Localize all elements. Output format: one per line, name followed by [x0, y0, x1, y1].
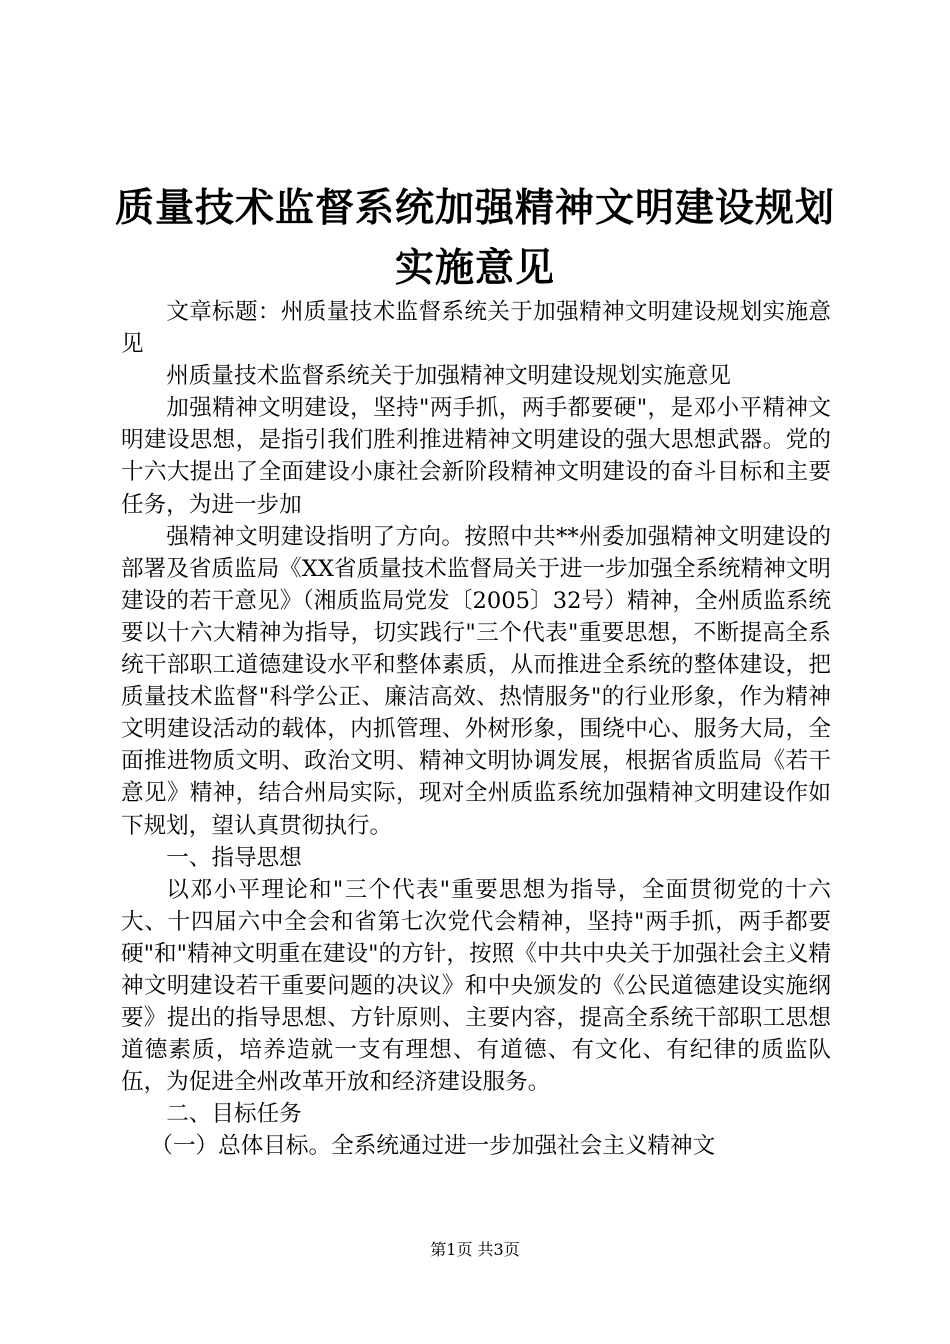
paragraph-direction: 强精神文明建设指明了方向。按照中共**州委加强精神文明建设的部署及省质监局《XX省质量技术监督局关于进一步加强全系统精神文明建设的若干意见》（湘质监局党发〔2005〕32号）精神，全州质监系统要以十六大精神为指导，切实践行"三个代表"重要思想，不断提高全系统干部职工道德建设水平和整体素质，从而推进全系统的整体建设，把质量技术监督"科学公正、廉洁高效、热情服务"的行业形象，作为精神文明建设活动的载体，内抓管理、外树形象，围绕中心、服务大局，全面推进物质文明、政治文明、精神文明协调发展，根据省质监局《若干意见》精神，结合州局实际，现对全州质监系统加强精神文明建设作如下规划，望认真贯彻执行。	[121, 523, 831, 839]
paragraph-article-title: 文章标题：州质量技术监督系统关于加强精神文明建设规划实施意见	[121, 299, 831, 358]
document-title: 质量技术监督系统加强精神文明建设规划实施意见	[114, 185, 835, 291]
paragraph-subtitle: 州质量技术监督系统关于加强精神文明建设规划实施意见	[166, 363, 732, 390]
paragraph-intro: 加强精神文明建设，坚持"两手抓，两手都要硬"，是邓小平精神文明建设思想，是指引我们胜利推进精神文明建设的强大思想武器。党的十六大提出了全面建设小康社会新阶段精神文明建设的奋斗目标和主要任务，为进一步加	[121, 395, 831, 518]
page-footer: 第1页 共3页	[430, 1240, 520, 1259]
paragraph-guiding-thought: 以邓小平理论和"三个代表"重要思想为指导，全面贯彻党的十六大、十四届六中全会和省第七次党代会精神，坚持"两手抓，两手都要硬"和"精神文明重在建设"的方针，按照《中共中央关于加强社会主义精神文明建设若干重要问题的决议》和中央颁发的《公民道德建设实施纲要》提出的指导思想、方针原则、主要内容，提高全系统干部职工思想道德素质，培养造就一支有理想、有道德、有文化、有纪律的质监队伍，为促进全州改革开放和经济建设服务。	[121, 876, 831, 1096]
section-heading-guiding-thought: 一、指导思想	[166, 844, 302, 871]
document-body	[121, 296, 831, 1163]
section-heading-goals: 二、目标任务	[166, 1101, 302, 1128]
paragraph-overall-goal: （一）总体目标。全系统通过进一步加强社会主义精神文	[150, 1133, 716, 1160]
